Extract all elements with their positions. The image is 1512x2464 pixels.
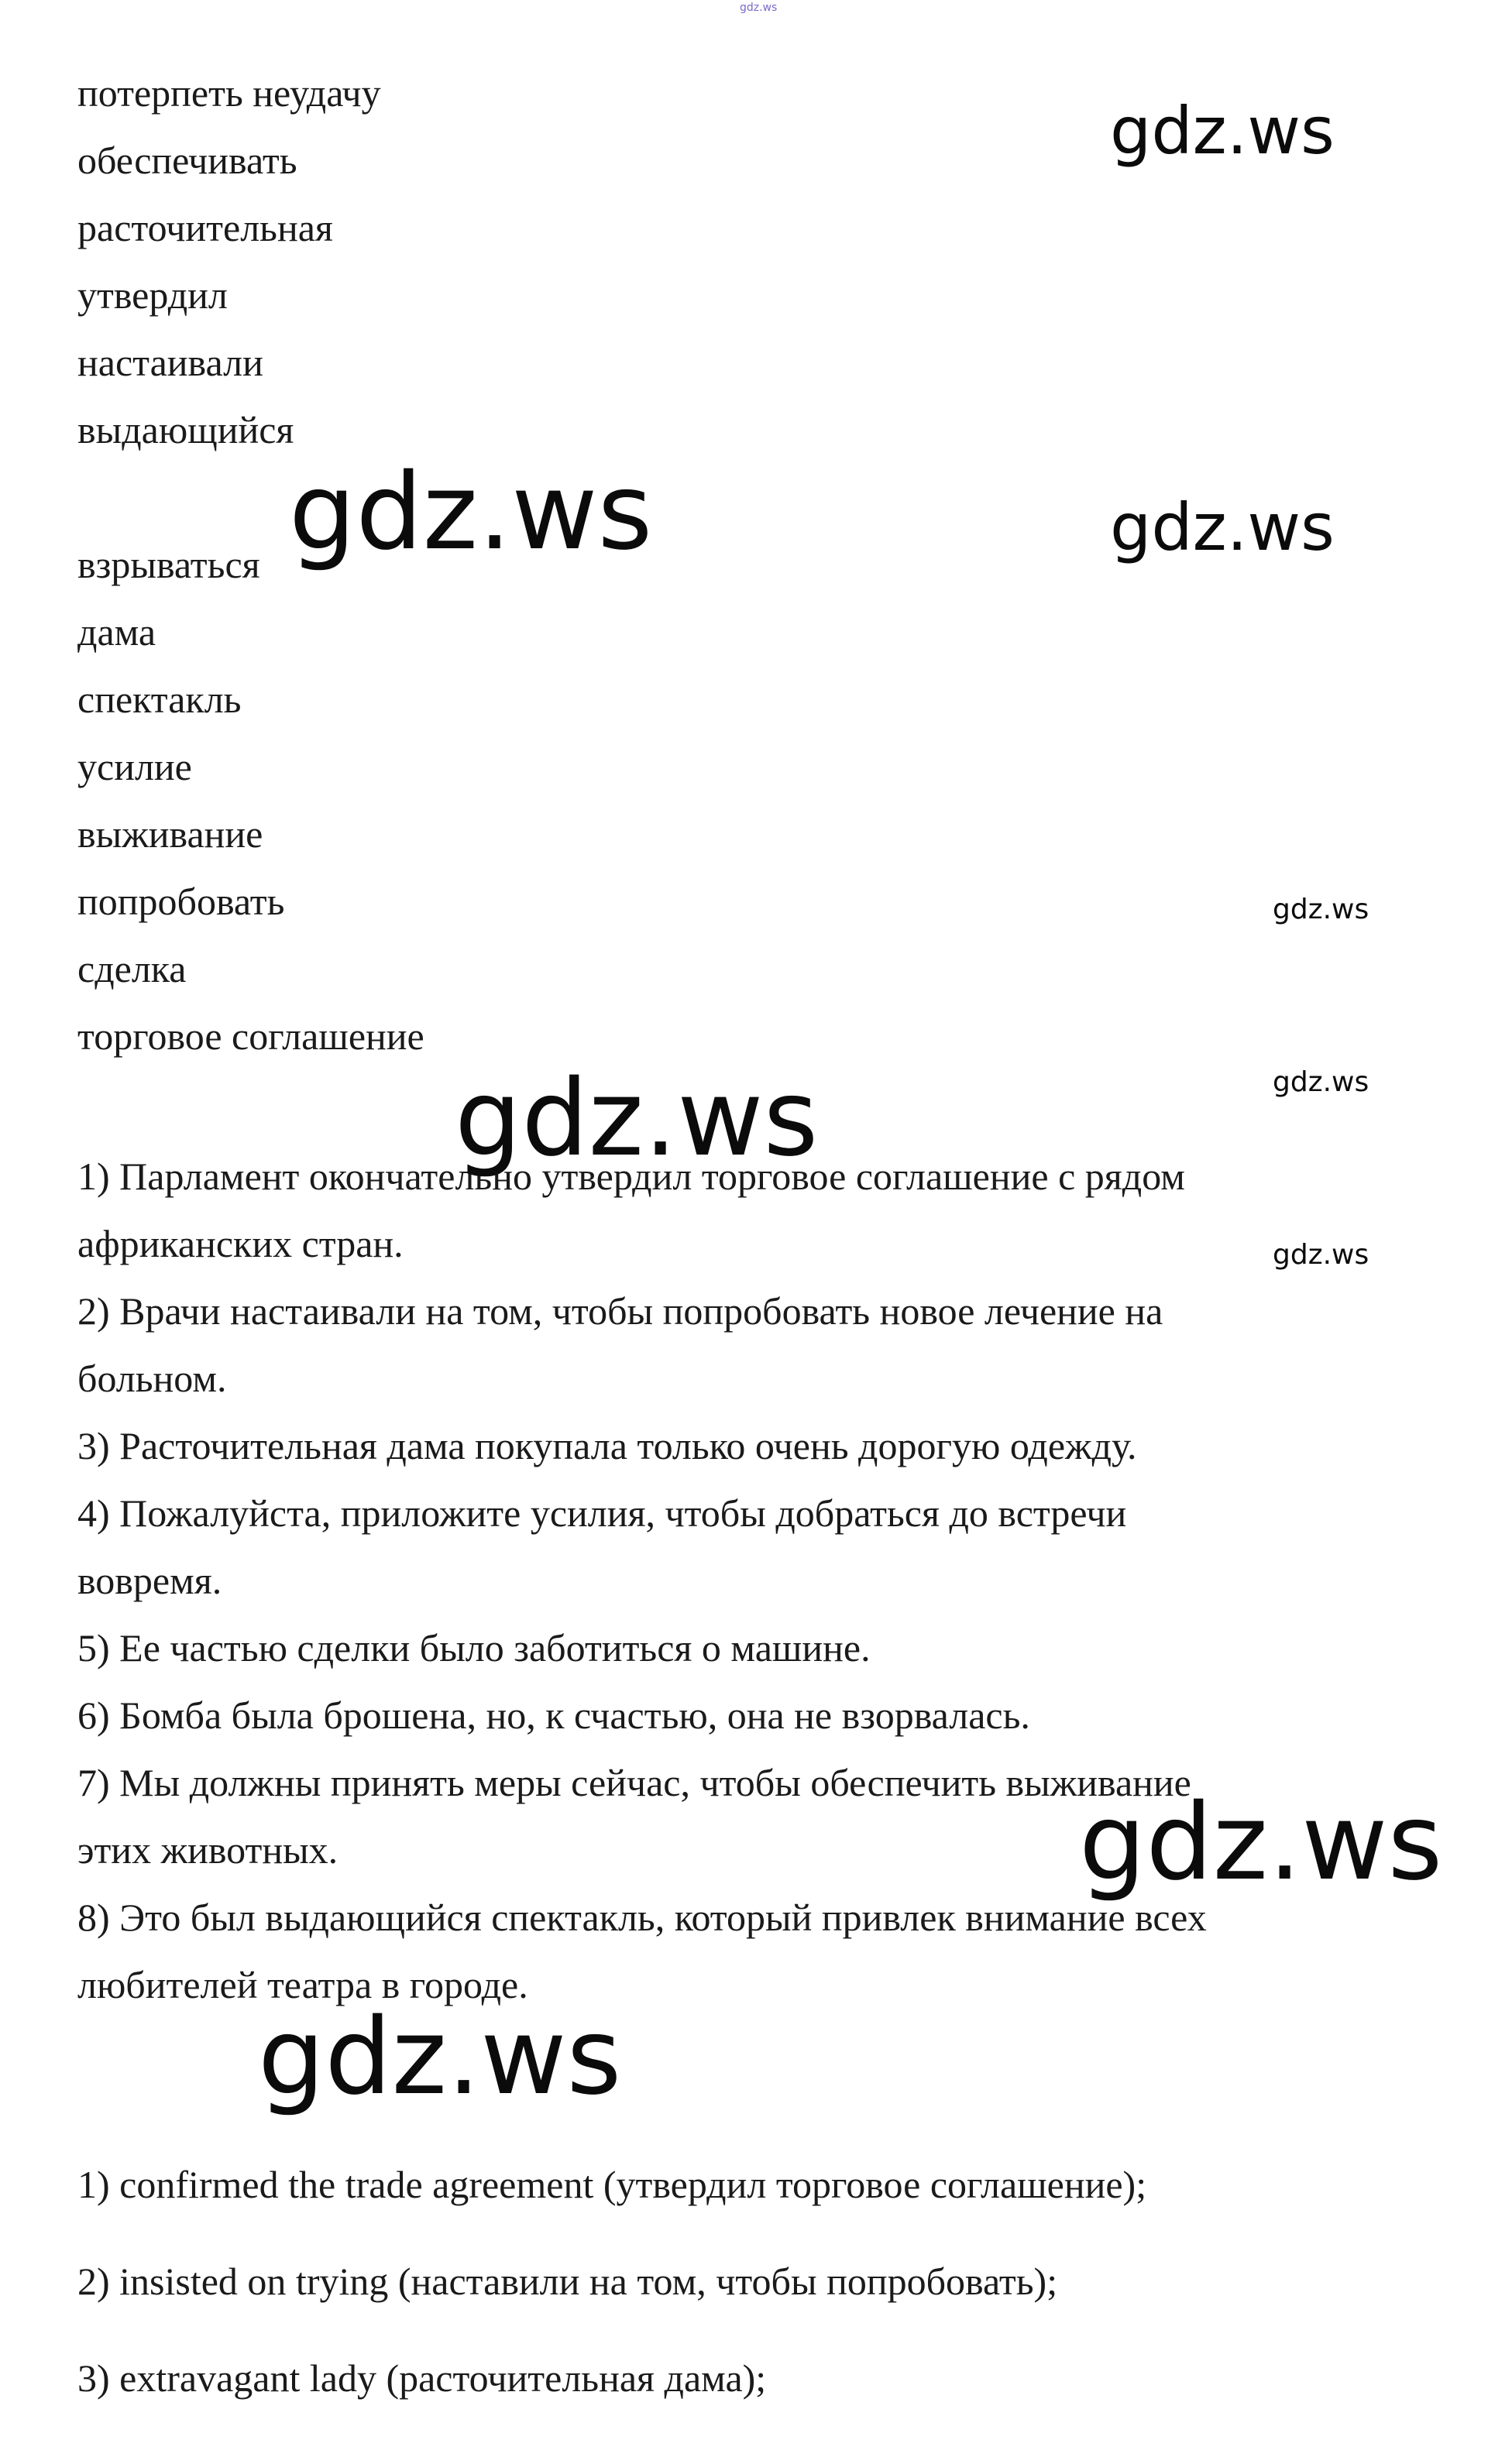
watermark: gdz.ws bbox=[1273, 1239, 1369, 1271]
sentence-line: 1) Парламент окончательно утвердил торговое соглашение с рядом bbox=[77, 1155, 1185, 1198]
sentence-line: этих животных. bbox=[77, 1828, 338, 1872]
watermark: gdz.ws bbox=[1110, 93, 1335, 169]
sentence-line: 7) Мы должны принять меры сейчас, чтобы обеспечить выживание bbox=[77, 1761, 1191, 1804]
vocab-item: попробовать bbox=[77, 880, 285, 923]
sentence-line: 3) Расточительная дама покупала только очень дорогую одежду. bbox=[77, 1424, 1137, 1467]
sentence-line: 5) Ее частью сделки было заботиться о машине. bbox=[77, 1626, 871, 1670]
sentence-line: 4) Пожалуйста, приложите усилия, чтобы добраться до встречи bbox=[77, 1491, 1127, 1535]
phrase-line: 2) insisted on trying (наставили на том, чтобы попробовать); bbox=[77, 2260, 1058, 2303]
header-watermark: gdz.ws bbox=[740, 2, 778, 14]
watermark: gdz.ws bbox=[258, 1996, 622, 2119]
watermark: gdz.ws bbox=[1273, 1066, 1369, 1098]
phrase-line: 3) extravagant lady (расточительная дама); bbox=[77, 2356, 767, 2400]
phrase-line: 1) confirmed the trade agreement (утвердил торговое соглашение); bbox=[77, 2163, 1147, 2206]
sentence-line: вовремя. bbox=[77, 1559, 222, 1602]
sentence-line: 6) Бомба была брошена, но, к счастью, она не взорвалась. bbox=[77, 1694, 1030, 1737]
vocab-item: сделка bbox=[77, 947, 187, 990]
vocab-item: выдающийся bbox=[77, 408, 294, 451]
sentence-line: африканских стран. bbox=[77, 1222, 404, 1265]
vocab-item: дама bbox=[77, 610, 156, 654]
vocab-item: утвердил bbox=[77, 273, 228, 317]
watermark: gdz.ws bbox=[1110, 489, 1335, 565]
sentence-line: больном. bbox=[77, 1357, 227, 1400]
sentence-line: любителей театра в городе. bbox=[77, 1963, 528, 2006]
sentence-line: 8) Это был выдающийся спектакль, который привлек внимание всех bbox=[77, 1896, 1207, 1939]
watermark: gdz.ws bbox=[289, 451, 653, 574]
vocab-item: расточительная bbox=[77, 206, 333, 249]
vocab-item: усилие bbox=[77, 745, 192, 788]
watermark: gdz.ws bbox=[455, 1058, 819, 1180]
watermark: gdz.ws bbox=[1273, 894, 1369, 925]
sentence-line: 2) Врачи настаивали на том, чтобы попробовать новое лечение на bbox=[77, 1289, 1163, 1333]
vocab-item: потерпеть неудачу bbox=[77, 71, 381, 115]
vocab-item: спектакль bbox=[77, 678, 242, 721]
vocab-item: настаивали bbox=[77, 341, 263, 384]
watermark: gdz.ws bbox=[1079, 1782, 1443, 1904]
vocab-item: взрываться bbox=[77, 543, 260, 586]
vocab-item: выживание bbox=[77, 812, 263, 856]
vocab-item: торговое соглашение bbox=[77, 1014, 424, 1058]
vocab-item: обеспечивать bbox=[77, 139, 297, 182]
